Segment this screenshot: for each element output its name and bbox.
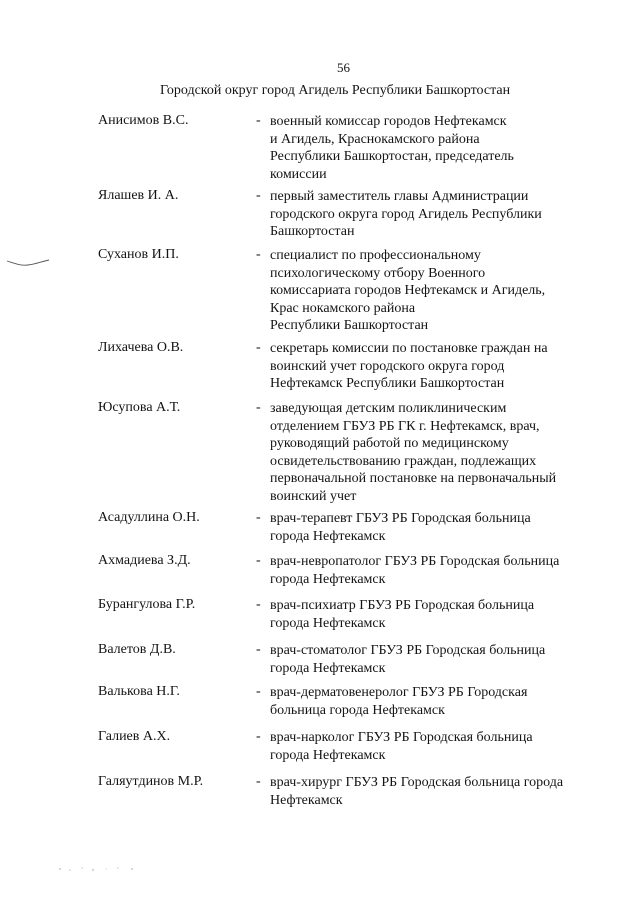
member-name: Валькова Н.Г.	[98, 684, 180, 699]
member-role	[270, 247, 600, 335]
member-role	[270, 774, 600, 809]
role-line: комиссариата городов Нефтекамск и Агидель,	[270, 283, 546, 298]
role-line: врач-психиатр ГБУЗ РБ Городская больница	[270, 598, 535, 613]
member-name: Ялашев И. А.	[98, 188, 179, 203]
member-name: Суханов И.П.	[98, 247, 179, 262]
member-role	[270, 597, 600, 632]
member-name: Бурангулова Г.Р.	[98, 597, 196, 612]
member-role	[270, 188, 600, 241]
role-line: врач-нарколог ГБУЗ РБ Городская больница	[270, 730, 533, 745]
role-line: комиссии	[270, 166, 327, 182]
member-name: Асадуллина О.Н.	[98, 510, 200, 525]
role-line: Башкортостан	[270, 224, 355, 239]
member-dash: -	[256, 774, 261, 789]
role-line: врач-дерматовенеролог ГБУЗ РБ Городская	[270, 685, 528, 700]
member-dash: -	[256, 188, 261, 203]
role-line: Республики Башкортостан, председатель	[270, 149, 514, 164]
role-line: Республики Башкортостан	[270, 318, 429, 333]
member-dash: -	[256, 684, 261, 699]
role-line: отделением ГБУЗ РБ ГК г. Нефтекамск, врач,	[270, 418, 540, 434]
role-line: секретарь комиссии по постановке граждан на	[270, 341, 548, 356]
role-line: воинский учет городского округа город	[270, 358, 505, 374]
member-dash: -	[256, 510, 261, 525]
member-dash: -	[256, 340, 261, 355]
member-dash: -	[256, 553, 261, 568]
role-line: города Нефтекамск	[270, 660, 386, 676]
member-dash: -	[256, 247, 261, 262]
role-line: психологическому отбору Военного	[270, 265, 486, 281]
scan-speck-icon	[58, 865, 138, 873]
role-line: Крас нокамского района	[270, 300, 416, 316]
role-line: города Нефтекамск	[270, 747, 386, 763]
role-line: первоначальной постановке на первоначальный	[270, 471, 557, 486]
role-line: врач-хирург ГБУЗ РБ Городская больница города	[270, 775, 564, 790]
member-name: Галиев А.Х.	[98, 729, 171, 744]
role-line: города Нефтекамск	[270, 528, 386, 544]
member-dash: -	[256, 729, 261, 744]
page-title: Городской округ город Агидель Республики Башкортостан	[160, 83, 511, 98]
scan-mark-icon	[6, 256, 50, 270]
member-role	[270, 553, 600, 588]
member-role	[270, 400, 600, 505]
role-line: Нефтекамск Республики Башкортостан	[270, 376, 505, 391]
member-name: Ахмадиева З.Д.	[98, 553, 191, 568]
role-line: города Нефтекамск	[270, 571, 386, 587]
role-line: врач-невропатолог ГБУЗ РБ Городская больница	[270, 554, 560, 569]
member-role	[270, 113, 600, 183]
role-line: первый заместитель главы Администрации	[270, 189, 529, 204]
member-name: Валетов Д.В.	[98, 642, 176, 657]
role-line: и Агидель, Краснокамского района	[270, 131, 480, 147]
role-line: Нефтекамск	[270, 792, 343, 808]
member-role	[270, 684, 600, 719]
role-line: специалист по профессиональному	[270, 248, 481, 263]
member-role	[270, 729, 600, 764]
member-name: Галяутдинов М.Р.	[98, 774, 204, 789]
role-line: врач-стоматолог ГБУЗ РБ Городская больница	[270, 643, 546, 658]
role-line: руководящий работой по медицинскому	[270, 436, 509, 451]
page-number: 56	[337, 60, 350, 75]
role-line: воинский учет	[270, 488, 357, 504]
member-name: Анисимов В.С.	[98, 113, 189, 128]
member-role	[270, 510, 600, 545]
role-line: города Нефтекамск	[270, 615, 386, 631]
role-line: врач-терапевт ГБУЗ РБ Городская больница	[270, 511, 531, 526]
member-dash: -	[256, 642, 261, 657]
role-line: освидетельствованию граждан, подлежащих	[270, 453, 537, 469]
member-role	[270, 340, 600, 393]
role-line: военный комиссар городов Нефтекамск	[270, 114, 507, 129]
member-name: Лихачева О.В.	[98, 340, 184, 355]
role-line: больница города Нефтекамск	[270, 702, 445, 718]
role-line: заведующая детским поликлиническим	[270, 401, 507, 416]
role-line: городского округа город Агидель Республики	[270, 206, 542, 222]
member-name: Юсупова А.Т.	[98, 400, 181, 415]
member-role	[270, 642, 600, 677]
member-dash: -	[256, 113, 261, 128]
member-dash: -	[256, 400, 261, 415]
member-dash: -	[256, 597, 261, 612]
